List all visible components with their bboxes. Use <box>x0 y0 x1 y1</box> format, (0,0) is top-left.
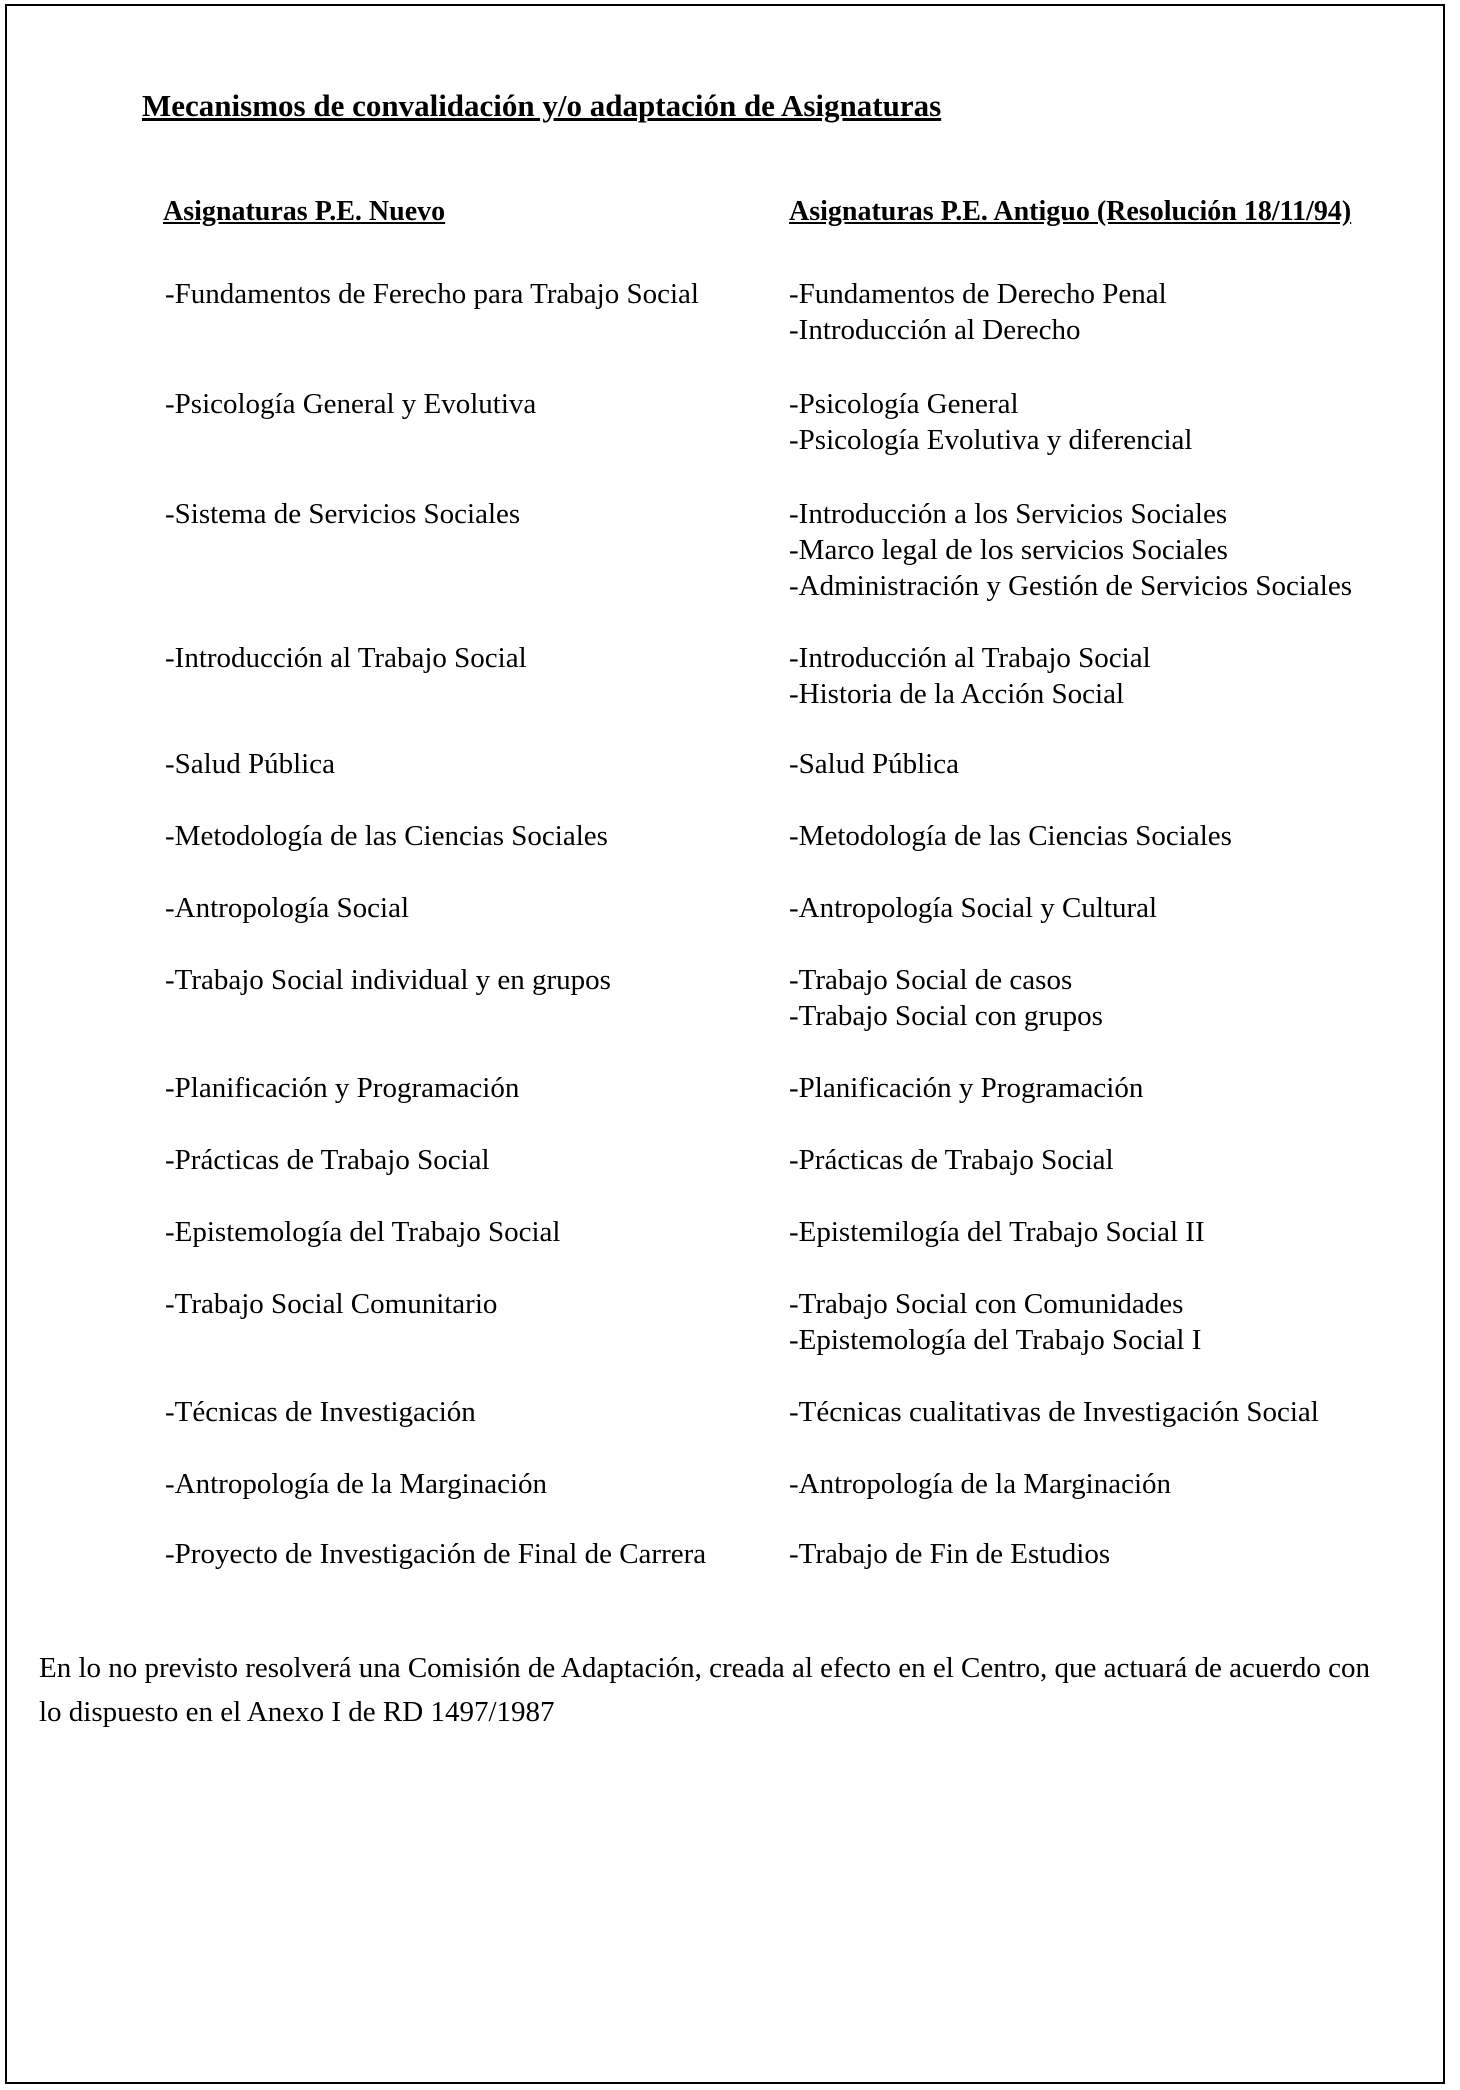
subject-nuevo: -Planificación y Programación <box>165 1072 520 1104</box>
subject-antiguo: -Introducción al Trabajo Social <box>789 642 1151 674</box>
subject-antiguo: -Introducción al Derecho <box>789 314 1081 346</box>
subjects-antiguo <box>789 818 1232 854</box>
subjects-antiguo <box>789 1070 1143 1106</box>
document-page <box>5 4 1445 2084</box>
document-title: Mecanismos de convalidación y/o adaptación de Asignaturas <box>142 88 942 123</box>
subjects-antiguo <box>789 890 1157 926</box>
subject-nuevo: -Antropología de la Marginación <box>165 1468 547 1500</box>
subject-antiguo: -Marco legal de los servicios Sociales <box>789 534 1228 566</box>
subject-antiguo: -Trabajo Social con Comunidades <box>789 1288 1184 1320</box>
subjects-antiguo <box>789 496 1352 604</box>
subject-antiguo: -Trabajo Social de casos <box>789 964 1073 996</box>
subject-antiguo: -Psicología General <box>789 388 1019 420</box>
subject-antiguo: -Administración y Gestión de Servicios Sociales <box>789 570 1352 602</box>
subjects-antiguo <box>789 962 1103 1034</box>
subjects-antiguo <box>789 1286 1201 1358</box>
subjects-antiguo <box>789 1142 1114 1178</box>
subject-antiguo: -Fundamentos de Derecho Penal <box>789 278 1167 310</box>
subject-nuevo: -Prácticas de Trabajo Social <box>165 1144 490 1176</box>
subject-nuevo: -Metodología de las Ciencias Sociales <box>165 820 608 852</box>
subject-antiguo: -Psicología Evolutiva y diferencial <box>789 424 1193 456</box>
subject-antiguo: -Metodología de las Ciencias Sociales <box>789 820 1232 852</box>
subject-antiguo: -Epistemilogía del Trabajo Social II <box>789 1216 1205 1248</box>
subject-nuevo: -Proyecto de Investigación de Final de Carrera <box>165 1538 707 1570</box>
subject-nuevo: -Fundamentos de Ferecho para Trabajo Social <box>165 278 699 310</box>
subject-nuevo: -Introducción al Trabajo Social <box>165 642 527 674</box>
subject-nuevo: -Trabajo Social individual y en grupos <box>165 964 611 996</box>
subject-antiguo: -Trabajo Social con grupos <box>789 1000 1103 1032</box>
subject-nuevo: -Salud Pública <box>165 748 335 780</box>
subject-antiguo: -Planificación y Programación <box>789 1072 1144 1104</box>
column-header-nuevo: Asignaturas P.E. Nuevo <box>163 196 446 227</box>
subject-antiguo: -Antropología de la Marginación <box>789 1468 1171 1500</box>
subject-antiguo: -Prácticas de Trabajo Social <box>789 1144 1114 1176</box>
subjects-antiguo <box>789 640 1151 712</box>
subject-antiguo: -Historia de la Acción Social <box>789 678 1125 710</box>
subjects-antiguo <box>789 1394 1319 1430</box>
subject-nuevo: -Sistema de Servicios Sociales <box>165 498 521 530</box>
subject-nuevo: -Trabajo Social Comunitario <box>165 1288 498 1320</box>
subjects-antiguo <box>789 746 959 782</box>
subject-antiguo: -Trabajo de Fin de Estudios <box>789 1538 1111 1570</box>
subjects-antiguo <box>789 276 1167 348</box>
column-header-antiguo: Asignaturas P.E. Antiguo (Resolución 18/11/94) <box>789 196 1352 227</box>
subject-nuevo: -Técnicas de Investigación <box>165 1396 476 1428</box>
subject-nuevo: -Antropología Social <box>165 892 410 924</box>
subject-antiguo: -Antropología Social y Cultural <box>789 892 1158 924</box>
subjects-antiguo <box>789 1214 1205 1250</box>
subject-nuevo: -Psicología General y Evolutiva <box>165 388 537 420</box>
subjects-antiguo <box>789 1466 1171 1502</box>
subject-antiguo: -Técnicas cualitativas de Investigación Social <box>789 1396 1319 1428</box>
subject-antiguo: -Epistemología del Trabajo Social I <box>789 1324 1202 1356</box>
subjects-antiguo <box>789 386 1192 458</box>
subject-nuevo: -Epistemología del Trabajo Social <box>165 1216 561 1248</box>
subject-antiguo: -Introducción a los Servicios Sociales <box>789 498 1228 530</box>
footnote-paragraph: En lo no previsto resolverá una Comisión de Adaptación, creada al efecto en el Centro, que actuará de acuerdo con lo dispuesto en el Anexo I de RD 1497/1987 <box>39 1652 1371 1728</box>
subject-antiguo: -Salud Pública <box>789 748 959 780</box>
subjects-antiguo <box>789 1536 1110 1572</box>
